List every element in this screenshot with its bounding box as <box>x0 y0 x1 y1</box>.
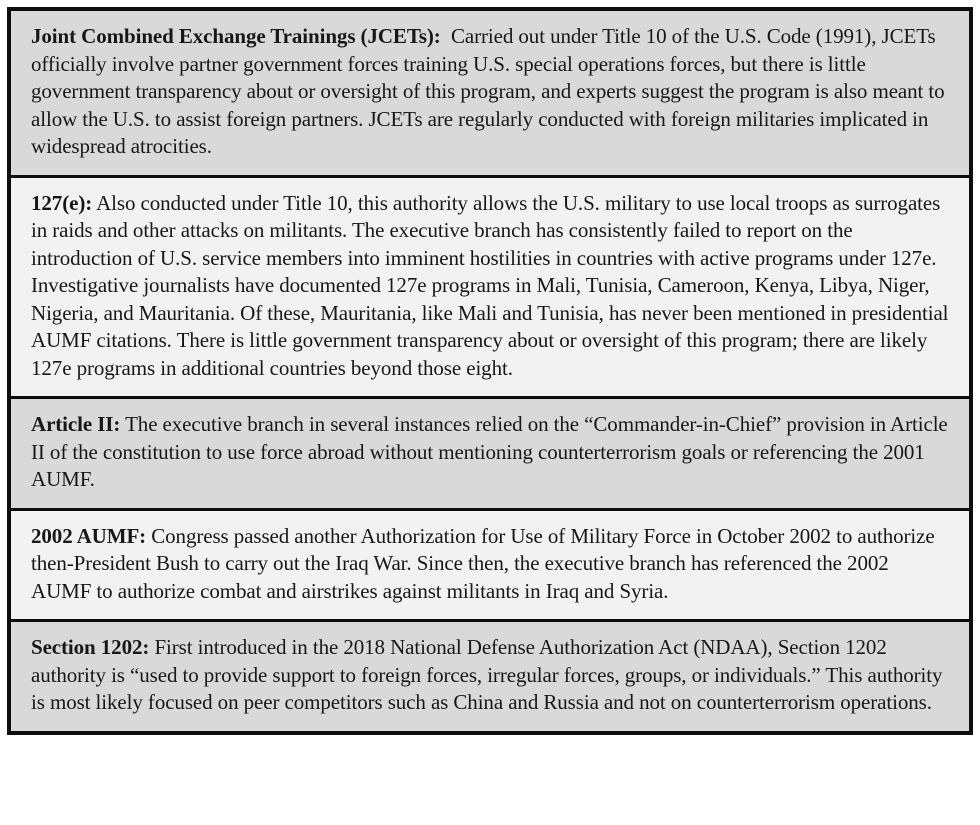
box-text <box>31 523 951 606</box>
box-text <box>31 190 951 383</box>
box-title: Article II: <box>31 412 121 436</box>
box-body: Also conducted under Title 10, this authority allows the U.S. military to use local troops as surrogates in raids and other attacks on militants. The executive branch has consistently failed to report on the introduction of U.S. service members into imminent hostilities in countries with active programs under 127e. Investigative journalists have documented 127e programs in Mali, Tunisia, Cameroon, Kenya, Libya, Niger, Nigeria, and Mauritania. Of these, Mauritania, like Mali and Tunisia, has never been mentioned in presidential AUMF citations. There is little government transparency about or oversight of this program; there are likely 127e programs in additional countries beyond those eight. <box>31 190 949 380</box>
title-separator <box>441 24 451 48</box>
box-body: Congress passed another Authorization for Use of Military Force in October 2002 to authorize then-President Bush to carry out the Iraq War. Since then, the executive branch has referenced the 2002 AUMF to authorize combat and airstrikes against militants in Iraq and Syria. <box>31 523 935 603</box>
box-body: Carried out under Title 10 of the U.S. Code (1991), JCETs officially involve partner government forces training U.S. special operations forces, but there is little government transparency about or oversight of this program, and experts suggest the program is also meant to allow the U.S. to assist foreign partners. JCETs are regularly conducted with foreign militaries implicated in widespread atrocities. <box>31 24 945 158</box>
box-body: The executive branch in several instances relied on the “Commander-in-Chief” provision in Article II of the constitution to use force abroad without mentioning counterterrorism goals or referencing the 2001 AUMF. <box>31 412 948 491</box>
box-text <box>31 23 951 161</box>
box-article-ii <box>11 399 969 511</box>
box-2002-aumf <box>11 511 969 623</box>
box-text <box>31 634 951 717</box>
box-text <box>31 411 951 494</box>
box-title: Section 1202: <box>31 635 150 659</box>
box-title: 127(e): <box>31 190 93 215</box>
box-title: Joint Combined Exchange Trainings (JCETs): <box>31 24 441 48</box>
box-body: First introduced in the 2018 National Defense Authorization Act (NDAA), Section 1202 authority is “used to provide support to foreign forces, irregular forces, groups, or individuals.” This authority is most likely focused on peer competitors such as China and Russia and not on counterterrorism operations. <box>31 635 943 714</box>
box-section-1202 <box>11 622 969 731</box>
box-127e <box>11 178 969 400</box>
box-title: 2002 AUMF: <box>31 523 147 548</box>
box-jcets <box>11 11 969 178</box>
authorities-table <box>7 7 973 735</box>
